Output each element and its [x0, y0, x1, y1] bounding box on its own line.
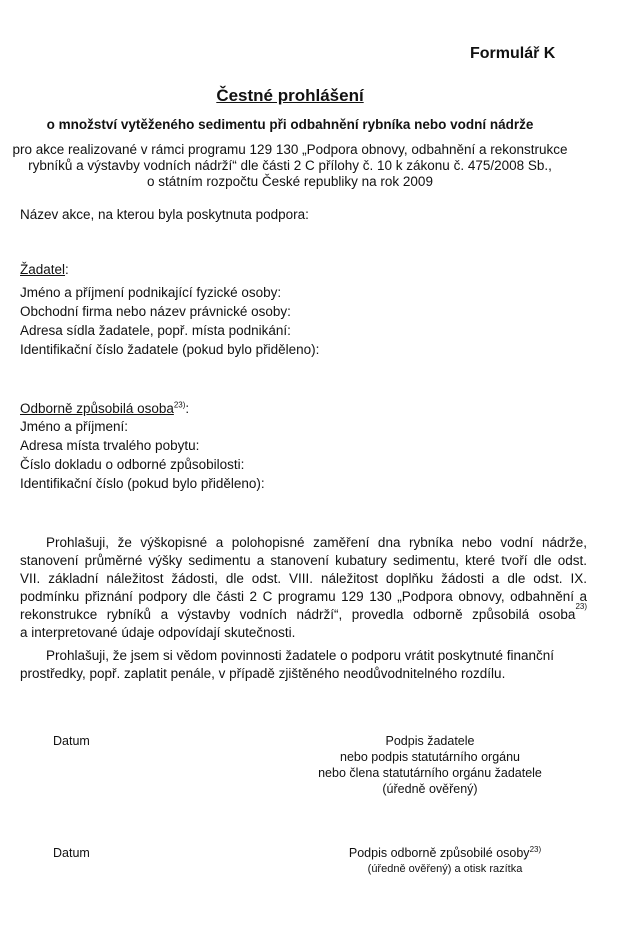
- applicant-field: Obchodní firma nebo název právnické osoby:: [20, 304, 291, 319]
- signature-text: Podpis odborně způsobilé osoby: [348, 846, 530, 860]
- applicant-heading-text: Žadatel: [20, 262, 66, 277]
- footnote-ref: 23): [529, 844, 542, 854]
- signature-line: (úředně ověřený) a otisk razítka: [367, 863, 523, 875]
- intro-line: o státním rozpočtu České republiky na rok 2009: [147, 174, 433, 189]
- expert-heading: Odborně způsobilá osoba$^{23)}$:: [20, 400, 190, 416]
- applicant-field: Jméno a příjmení podnikající fyzické osoby:: [20, 285, 282, 300]
- declaration-line: prostředky, popř. zaplatit penále, v případě zjištěného neodůvodnitelného rozdílu.: [20, 666, 506, 681]
- document-title: Čestné prohlášení: [216, 86, 364, 105]
- footnote-ref: 23): [575, 602, 587, 611]
- declaration-line: [20, 602, 587, 623]
- intro-line: pro akce realizované v rámci programu 129 130 „Podpora obnovy, odbahnění a rekonstrukce: [12, 142, 568, 157]
- document-subtitle: o množství vytěženého sedimentu při odbahnění rybníka nebo vodní nádrže: [46, 117, 534, 132]
- signature-line: nebo člena statutárního orgánu žadatele: [318, 766, 542, 780]
- declaration-line: stanovení průměrné výšky sedimentu a stanovení kubatury sedimentu, které tvoří dle odst.: [20, 553, 587, 568]
- signature-line: (úředně ověřený): [382, 782, 478, 796]
- declaration-line: podmínku přiznání podpory dle části 2 C programu 129 130 „Podpora obnovy, odbahnění a: [20, 589, 587, 604]
- applicant-field: Adresa sídla žadatele, popř. místa podnikání:: [20, 323, 291, 338]
- intro-line: rybníků a výstavby vodních nádrží“ dle části 2 C přílohy č. 10 k zákonu č. 475/2008 Sb.,: [28, 158, 552, 173]
- signature-line: Podpis žadatele: [385, 734, 475, 748]
- signature-line: [300, 845, 590, 861]
- expert-field: Jméno a příjmení:: [20, 419, 129, 434]
- expert-field: Číslo dokladu o odborné způsobilosti:: [20, 457, 245, 472]
- declaration-line: VII. základní náležitost žádosti, dle odst. VIII. náležitost doplňku žádosti a dle odst. IX.: [20, 571, 587, 586]
- date-label: Datum: [53, 846, 90, 860]
- declaration-line: a interpretované údaje odpovídají skutečnosti.: [20, 625, 296, 640]
- declaration-text: rekonstrukce rybníků a výstavby vodních nádrží“, provedla odborně způsobilá osoba: [20, 607, 576, 622]
- expert-heading-text: Odborně způsobilá osoba: [20, 401, 174, 416]
- form-label: Formulář K: [470, 45, 556, 62]
- expert-field: Adresa místa trvalého pobytu:: [20, 438, 200, 453]
- footnote-ref: 23): [173, 400, 186, 410]
- applicant-heading: Žadatel:: [20, 262, 69, 277]
- applicant-field: Identifikační číslo žadatele (pokud bylo přiděleno):: [20, 342, 320, 357]
- date-label: Datum: [53, 734, 90, 748]
- action-name-label: Název akce, na kterou byla poskytnuta podpora:: [20, 207, 309, 222]
- declaration-line: Prohlašuji, že výškopisné a polohopisné zaměření dna rybníka nebo vodní nádrže,: [46, 535, 587, 550]
- expert-field: Identifikační číslo (pokud bylo přiděleno):: [20, 476, 265, 491]
- declaration-line: Prohlašuji, že jsem si vědom povinnosti žadatele o podporu vrátit poskytnuté finanční: [46, 648, 555, 663]
- signature-line: nebo podpis statutárního orgánu: [340, 750, 520, 764]
